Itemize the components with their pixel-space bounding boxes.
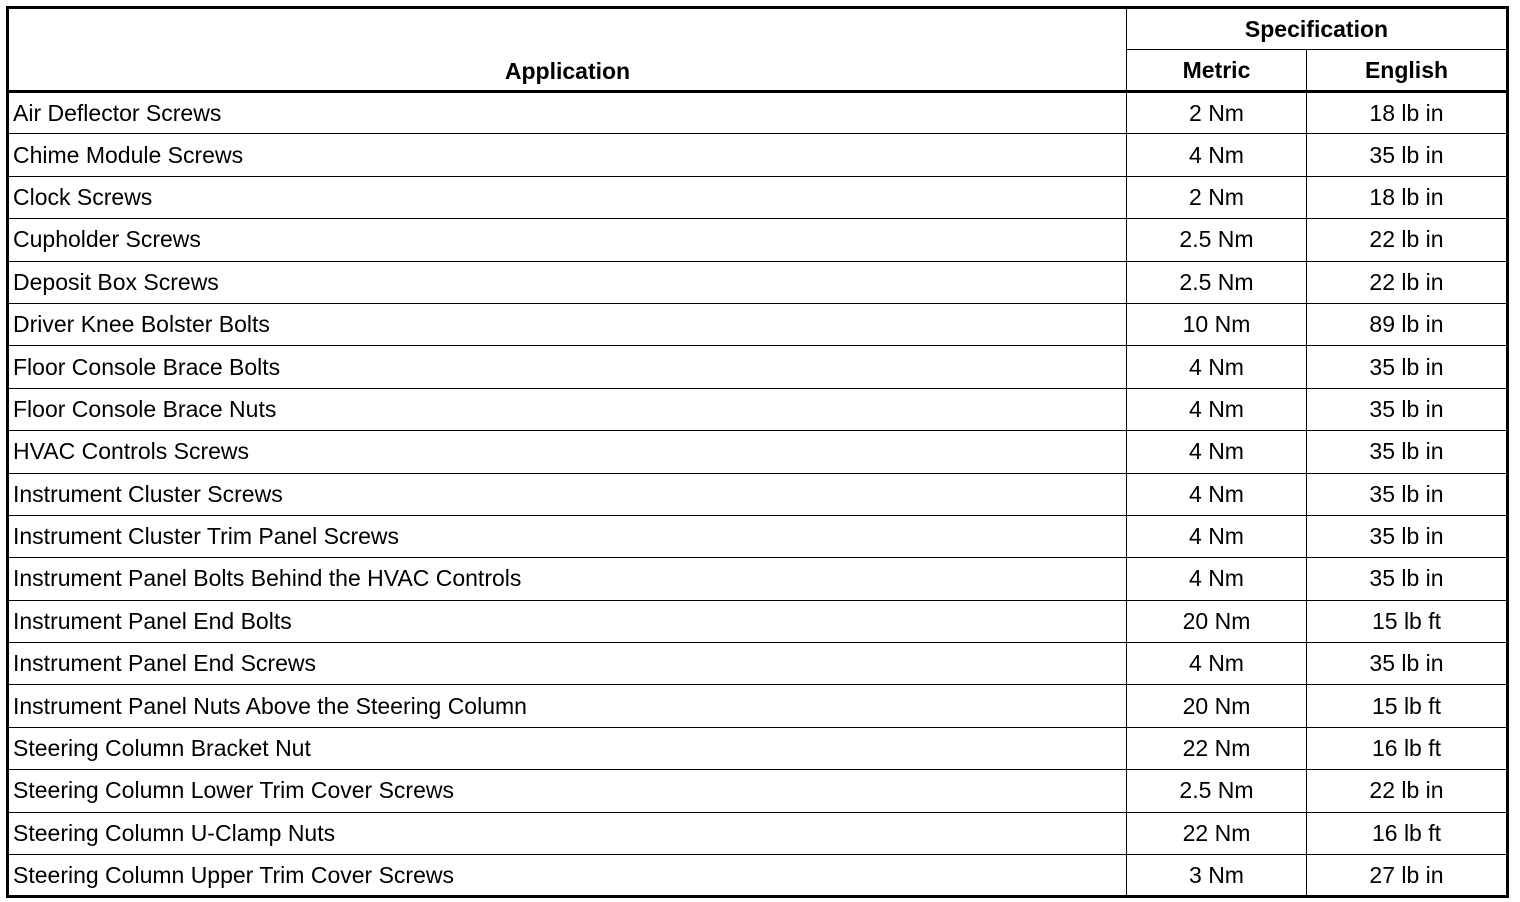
english-cell: 15 lb ft [1307, 685, 1508, 727]
metric-cell: 2.5 Nm [1127, 219, 1307, 261]
metric-cell: 2.5 Nm [1127, 261, 1307, 303]
application-cell: Driver Knee Bolster Bolts [8, 303, 1127, 345]
metric-cell: 4 Nm [1127, 388, 1307, 430]
english-cell: 27 lb in [1307, 855, 1508, 897]
application-cell: Steering Column U-Clamp Nuts [8, 812, 1127, 854]
metric-column-header: Metric [1127, 50, 1307, 92]
metric-cell: 2 Nm [1127, 176, 1307, 218]
application-cell: Steering Column Lower Trim Cover Screws [8, 770, 1127, 812]
english-cell: 22 lb in [1307, 261, 1508, 303]
english-cell: 35 lb in [1307, 431, 1508, 473]
table-row [8, 219, 1508, 261]
metric-cell: 4 Nm [1127, 346, 1307, 388]
table-header [8, 8, 1508, 92]
table-row [8, 515, 1508, 557]
metric-cell: 4 Nm [1127, 473, 1307, 515]
metric-cell: 4 Nm [1127, 431, 1307, 473]
metric-cell: 22 Nm [1127, 812, 1307, 854]
english-cell: 35 lb in [1307, 643, 1508, 685]
application-cell: Instrument Panel Bolts Behind the HVAC Controls [8, 558, 1127, 600]
application-cell: Instrument Cluster Trim Panel Screws [8, 515, 1127, 557]
table-row [8, 92, 1508, 134]
english-cell: 18 lb in [1307, 176, 1508, 218]
table-row [8, 770, 1508, 812]
table-row [8, 643, 1508, 685]
metric-cell: 4 Nm [1127, 134, 1307, 176]
fastener-specification-table [6, 6, 1509, 898]
english-cell: 89 lb in [1307, 303, 1508, 345]
metric-cell: 20 Nm [1127, 600, 1307, 642]
english-cell: 22 lb in [1307, 219, 1508, 261]
application-cell: Instrument Cluster Screws [8, 473, 1127, 515]
table-row [8, 600, 1508, 642]
english-cell: 35 lb in [1307, 473, 1508, 515]
application-cell: HVAC Controls Screws [8, 431, 1127, 473]
application-cell: Instrument Panel End Screws [8, 643, 1127, 685]
specification-column-header: Specification [1127, 8, 1508, 50]
table-row [8, 303, 1508, 345]
english-cell: 35 lb in [1307, 134, 1508, 176]
table-row [8, 346, 1508, 388]
table-row [8, 812, 1508, 854]
application-cell: Chime Module Screws [8, 134, 1127, 176]
application-cell: Floor Console Brace Nuts [8, 388, 1127, 430]
metric-cell: 10 Nm [1127, 303, 1307, 345]
application-cell: Steering Column Bracket Nut [8, 727, 1127, 769]
application-column-header: Application [8, 8, 1127, 92]
metric-cell: 20 Nm [1127, 685, 1307, 727]
application-cell: Cupholder Screws [8, 219, 1127, 261]
english-cell: 15 lb ft [1307, 600, 1508, 642]
metric-cell: 4 Nm [1127, 643, 1307, 685]
application-cell: Floor Console Brace Bolts [8, 346, 1127, 388]
english-cell: 16 lb ft [1307, 727, 1508, 769]
application-cell: Instrument Panel End Bolts [8, 600, 1127, 642]
table-row [8, 473, 1508, 515]
metric-cell: 22 Nm [1127, 727, 1307, 769]
metric-cell: 2.5 Nm [1127, 770, 1307, 812]
application-cell: Steering Column Upper Trim Cover Screws [8, 855, 1127, 897]
application-cell: Instrument Panel Nuts Above the Steering Column [8, 685, 1127, 727]
metric-cell: 4 Nm [1127, 558, 1307, 600]
table-row [8, 134, 1508, 176]
table-body [8, 92, 1508, 897]
metric-cell: 2 Nm [1127, 92, 1307, 134]
table-row [8, 261, 1508, 303]
application-cell: Air Deflector Screws [8, 92, 1127, 134]
english-cell: 22 lb in [1307, 770, 1508, 812]
metric-cell: 3 Nm [1127, 855, 1307, 897]
english-cell: 35 lb in [1307, 558, 1508, 600]
english-cell: 35 lb in [1307, 388, 1508, 430]
table-row [8, 685, 1508, 727]
application-cell: Deposit Box Screws [8, 261, 1127, 303]
english-cell: 16 lb ft [1307, 812, 1508, 854]
english-cell: 35 lb in [1307, 515, 1508, 557]
table-row [8, 855, 1508, 897]
header-row-top [8, 8, 1508, 50]
english-column-header: English [1307, 50, 1508, 92]
table-row [8, 558, 1508, 600]
english-cell: 35 lb in [1307, 346, 1508, 388]
english-cell: 18 lb in [1307, 92, 1508, 134]
table-row [8, 431, 1508, 473]
metric-cell: 4 Nm [1127, 515, 1307, 557]
application-cell: Clock Screws [8, 176, 1127, 218]
table-row [8, 727, 1508, 769]
table-row [8, 388, 1508, 430]
table-row [8, 176, 1508, 218]
